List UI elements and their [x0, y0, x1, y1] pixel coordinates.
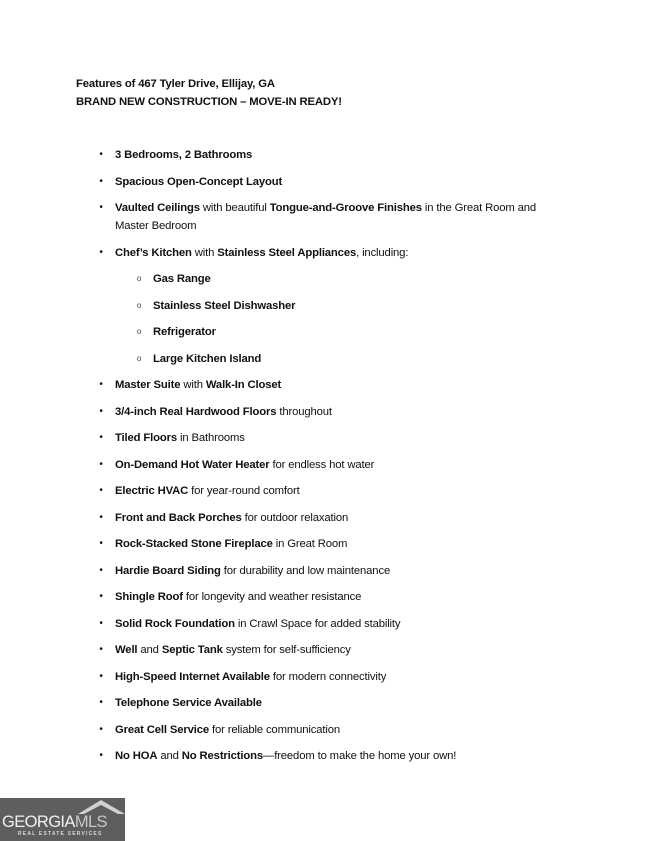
- feature-text: —freedom to make the home your own!: [263, 750, 457, 762]
- feature-item: [99, 668, 555, 686]
- feature-highlight: Telephone Service Available: [115, 697, 262, 709]
- feature-item: [99, 588, 555, 606]
- feature-text: in Great Room: [272, 538, 348, 550]
- feature-text: for year-round comfort: [188, 485, 300, 497]
- feature-item: [99, 376, 555, 394]
- feature-item: [99, 535, 555, 553]
- feature-highlight: Rock-Stacked Stone Fireplace: [115, 538, 273, 550]
- feature-item: [99, 403, 555, 421]
- feature-highlight: Great Cell Service: [115, 724, 210, 736]
- feature-item: [99, 721, 555, 739]
- bullet-icon: •: [99, 644, 103, 655]
- feature-highlight: No Restrictions: [181, 750, 264, 762]
- feature-subitem: [136, 323, 553, 341]
- feature-text: in Bathrooms: [177, 432, 245, 444]
- feature-subitem-label: Gas Range: [153, 273, 211, 285]
- feature-highlight: 3 Bedrooms, 2 Bathrooms: [115, 149, 253, 161]
- feature-subitem-label: Stainless Steel Dishwasher: [153, 300, 296, 312]
- bullet-icon: •: [99, 149, 103, 160]
- feature-highlight: Master Suite: [115, 379, 181, 391]
- feature-text: for endless hot water: [269, 459, 375, 471]
- bullet-icon: •: [99, 379, 103, 390]
- feature-highlight: On-Demand Hot Water Heater: [115, 459, 270, 471]
- bullet-icon: •: [99, 724, 103, 735]
- feature-subitem-label: Large Kitchen Island: [153, 353, 262, 365]
- bullet-icon: •: [99, 202, 103, 213]
- feature-highlight: Tongue-and-Groove Finishes: [269, 202, 422, 214]
- feature-text: with beautiful: [199, 202, 270, 214]
- logo-wordmark: [2, 813, 107, 832]
- feature-subitem-label: Refrigerator: [153, 326, 216, 338]
- bullet-icon: •: [99, 485, 103, 496]
- feature-item: [99, 562, 555, 580]
- feature-item: [99, 146, 555, 164]
- bullet-icon: •: [99, 538, 103, 549]
- feature-highlight: Shingle Roof: [115, 591, 183, 603]
- feature-text: for longevity and weather resistance: [182, 591, 362, 603]
- feature-text: for outdoor relaxation: [241, 512, 349, 524]
- bullet-icon: •: [99, 591, 103, 602]
- document-title: Features of 467 Tyler Drive, Ellijay, GA: [76, 78, 275, 90]
- bullet-icon: •: [99, 512, 103, 523]
- feature-item: [99, 615, 555, 633]
- logo-brand-mls: MLS: [74, 813, 107, 831]
- sub-bullet-icon: o: [136, 354, 142, 363]
- feature-highlight: Septic Tank: [161, 644, 223, 656]
- bullet-icon: •: [99, 247, 103, 258]
- feature-highlight: Tiled Floors: [115, 432, 178, 444]
- feature-highlight: Well: [115, 644, 138, 656]
- document-subtitle: BRAND NEW CONSTRUCTION – MOVE-IN READY!: [76, 96, 342, 108]
- feature-text: throughout: [276, 406, 332, 418]
- feature-item: [99, 509, 555, 527]
- feature-text: for reliable communication: [209, 724, 340, 736]
- feature-item: [99, 429, 555, 447]
- feature-highlight: No HOA: [115, 750, 158, 762]
- feature-highlight: Front and Back Porches: [115, 512, 242, 524]
- sub-bullet-icon: o: [136, 274, 142, 283]
- feature-subitem: [136, 350, 553, 368]
- feature-item: [99, 199, 555, 235]
- feature-highlight: Chef’s Kitchen: [115, 247, 192, 259]
- feature-subitem: [136, 297, 553, 315]
- sub-bullet-icon: o: [136, 327, 142, 336]
- logo-tagline: REAL ESTATE SERVICES: [18, 831, 103, 837]
- feature-text: for modern connectivity: [269, 671, 387, 683]
- feature-text: for durability and low maintenance: [220, 565, 391, 577]
- feature-text: and: [157, 750, 182, 762]
- feature-highlight: High-Speed Internet Available: [115, 671, 270, 683]
- bullet-icon: •: [99, 176, 103, 187]
- feature-highlight: Vaulted Ceilings: [115, 202, 200, 214]
- feature-highlight: Solid Rock Foundation: [115, 618, 235, 630]
- roof-icon: [78, 798, 125, 814]
- feature-text: in the Great Room and Master Bedroom: [115, 202, 536, 232]
- feature-text: , including:: [356, 247, 409, 259]
- feature-highlight: Electric HVAC: [115, 485, 189, 497]
- feature-text: with: [180, 379, 206, 391]
- feature-text: system for self-sufficiency: [222, 644, 351, 656]
- feature-highlight: Walk-In Closet: [205, 379, 282, 391]
- bullet-icon: •: [99, 432, 103, 443]
- bullet-icon: •: [99, 671, 103, 682]
- bullet-icon: •: [99, 406, 103, 417]
- feature-highlight: Hardie Board Siding: [115, 565, 221, 577]
- feature-item: [99, 641, 555, 659]
- bullet-icon: •: [99, 618, 103, 629]
- feature-item: [99, 482, 555, 500]
- feature-item: [99, 173, 555, 191]
- feature-highlight: 3/4-inch Real Hardwood Floors: [115, 406, 277, 418]
- bullet-icon: •: [99, 565, 103, 576]
- feature-text: with: [191, 247, 218, 259]
- feature-highlight: Spacious Open-Concept Layout: [115, 176, 283, 188]
- feature-item: [99, 694, 555, 712]
- feature-highlight: Stainless Steel Appliances: [217, 247, 357, 259]
- sub-bullet-icon: o: [136, 301, 142, 310]
- bullet-icon: •: [99, 459, 103, 470]
- feature-text: and: [137, 644, 162, 656]
- feature-item: [99, 747, 555, 765]
- logo-brand-georgia: GEORGIA: [2, 813, 75, 831]
- bullet-icon: •: [99, 697, 103, 708]
- feature-item: [99, 456, 555, 474]
- georgia-mls-logo: [0, 798, 125, 841]
- feature-subitem: [136, 270, 553, 288]
- feature-item: [99, 244, 555, 262]
- bullet-icon: •: [99, 750, 103, 761]
- feature-text: in Crawl Space for added stability: [234, 618, 401, 630]
